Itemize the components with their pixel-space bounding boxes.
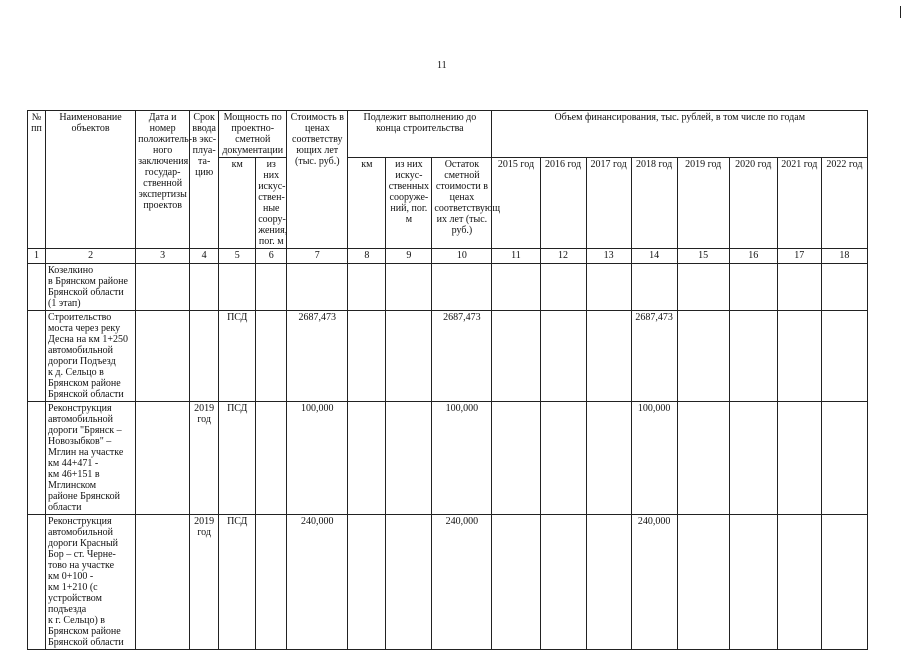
- column-index: 8: [348, 249, 386, 264]
- remaining-art-cell: [386, 311, 432, 402]
- remaining-art-cell: [386, 515, 432, 650]
- year-2022-cell: [821, 515, 867, 650]
- header-name: Наименование объектов: [46, 111, 136, 249]
- header-num: № пп: [28, 111, 46, 249]
- column-index: 3: [136, 249, 190, 264]
- year-2022-cell: [821, 264, 867, 311]
- year-2019-cell: [677, 515, 729, 650]
- table-body: [28, 264, 868, 650]
- term-cell: [190, 311, 219, 402]
- header-year: 2015 год: [492, 158, 540, 249]
- remaining-km-cell: [348, 402, 386, 515]
- year-2015-cell: [492, 515, 540, 650]
- remaining-km-cell: [348, 515, 386, 650]
- header-year: 2021 год: [777, 158, 821, 249]
- cost-cell: [287, 264, 348, 311]
- row-num: [28, 264, 46, 311]
- capacity-art-cell: [256, 402, 287, 515]
- column-index: 12: [540, 249, 586, 264]
- column-index: 5: [219, 249, 256, 264]
- year-2022-cell: [821, 311, 867, 402]
- row-num: [28, 402, 46, 515]
- year-2016-cell: [540, 402, 586, 515]
- column-index: 6: [256, 249, 287, 264]
- header-year: 2016 год: [540, 158, 586, 249]
- term-cell: 2019 год: [190, 515, 219, 650]
- cost-cell: 100,000: [287, 402, 348, 515]
- year-2017-cell: [586, 402, 631, 515]
- header-year: 2020 год: [729, 158, 777, 249]
- capacity-km-cell: ПСД: [219, 311, 256, 402]
- year-2019-cell: [677, 311, 729, 402]
- year-2022-cell: [821, 402, 867, 515]
- remaining-art-cell: [386, 264, 432, 311]
- column-index: 14: [631, 249, 677, 264]
- capacity-km-cell: [219, 264, 256, 311]
- header-remaining-cost: Остаток сметной стоимости в ценах соответствующ их лет (тыс. руб.): [432, 158, 492, 249]
- column-index: 11: [492, 249, 540, 264]
- year-2020-cell: [729, 264, 777, 311]
- expertise-cell: [136, 402, 190, 515]
- row-num: [28, 311, 46, 402]
- table-row: [28, 311, 868, 402]
- remaining-cost-cell: [432, 264, 492, 311]
- capacity-art-cell: [256, 515, 287, 650]
- construction-objects-table: [27, 110, 868, 650]
- year-2016-cell: [540, 311, 586, 402]
- column-index: 9: [386, 249, 432, 264]
- cost-cell: 240,000: [287, 515, 348, 650]
- term-cell: [190, 264, 219, 311]
- header-remaining-km: км: [348, 158, 386, 249]
- year-2018-cell: 240,000: [631, 515, 677, 650]
- object-name: Реконструкция автомобильной дороги Красный Бор – ст. Черне- тово на участке км 0+100 - км 1+210 (с устройством подъезда к г. Сельцо) в Брянском районе Брянской области: [46, 515, 136, 650]
- year-2018-cell: [631, 264, 677, 311]
- remaining-art-cell: [386, 402, 432, 515]
- year-2021-cell: [777, 264, 821, 311]
- year-2017-cell: [586, 264, 631, 311]
- remaining-cost-cell: 2687,473: [432, 311, 492, 402]
- year-2021-cell: [777, 311, 821, 402]
- header-remaining: Подлежит выполнению до конца строительства: [348, 111, 492, 158]
- column-index-row: [28, 249, 868, 264]
- year-2020-cell: [729, 402, 777, 515]
- table-row: [28, 402, 868, 515]
- scan-edge-mark: [900, 6, 901, 18]
- remaining-km-cell: [348, 311, 386, 402]
- year-2020-cell: [729, 311, 777, 402]
- header-term: Срок ввода в экс-плуа-та-цию: [190, 111, 219, 249]
- object-name: Строительство моста через реку Десна на км 1+250 автомобильной дороги Подъезд к д. Сельцо в Брянском районе Брянской области: [46, 311, 136, 402]
- column-index: 2: [46, 249, 136, 264]
- year-2021-cell: [777, 402, 821, 515]
- remaining-km-cell: [348, 264, 386, 311]
- header-year: 2018 год: [631, 158, 677, 249]
- year-2016-cell: [540, 264, 586, 311]
- header-capacity: Мощность по проектно-сметной документации: [219, 111, 287, 158]
- column-index: 7: [287, 249, 348, 264]
- year-2015-cell: [492, 402, 540, 515]
- header-cost: Стоимость в ценах соответству ющих лет (тыс. руб.): [287, 111, 348, 249]
- header-capacity-km: км: [219, 158, 256, 249]
- term-cell: 2019 год: [190, 402, 219, 515]
- header-expertise: Дата и номер положитель-ного заключения государ-ственной экспертизы проектов: [136, 111, 190, 249]
- expertise-cell: [136, 311, 190, 402]
- year-2020-cell: [729, 515, 777, 650]
- header-year: 2017 год: [586, 158, 631, 249]
- column-index: 15: [677, 249, 729, 264]
- table-row: [28, 264, 868, 311]
- column-index: 4: [190, 249, 219, 264]
- object-name: Реконструкция автомобильной дороги "Брянск – Новозыбков" – Мглин на участке км 44+471 - км 46+151 в Мглинском районе Брянской области: [46, 402, 136, 515]
- column-index: 18: [821, 249, 867, 264]
- cost-cell: 2687,473: [287, 311, 348, 402]
- year-2021-cell: [777, 515, 821, 650]
- object-name: Козелкино в Брянском районе Брянской области (1 этап): [46, 264, 136, 311]
- page-number: 11: [437, 60, 447, 71]
- capacity-art-cell: [256, 264, 287, 311]
- table-row: [28, 515, 868, 650]
- capacity-km-cell: ПСД: [219, 402, 256, 515]
- table-header: [28, 111, 868, 264]
- column-index: 1: [28, 249, 46, 264]
- column-index: 10: [432, 249, 492, 264]
- year-2019-cell: [677, 402, 729, 515]
- year-2018-cell: 100,000: [631, 402, 677, 515]
- header-year: 2022 год: [821, 158, 867, 249]
- year-2019-cell: [677, 264, 729, 311]
- year-2017-cell: [586, 515, 631, 650]
- expertise-cell: [136, 264, 190, 311]
- year-2015-cell: [492, 264, 540, 311]
- header-capacity-art: из них искус-ствен-ные соору-жения, пог. м: [256, 158, 287, 249]
- capacity-km-cell: ПСД: [219, 515, 256, 650]
- column-index: 13: [586, 249, 631, 264]
- header-remaining-art: из них искус-ственных сооруже-ний, пог. м: [386, 158, 432, 249]
- row-num: [28, 515, 46, 650]
- year-2018-cell: 2687,473: [631, 311, 677, 402]
- year-2017-cell: [586, 311, 631, 402]
- year-2016-cell: [540, 515, 586, 650]
- year-2015-cell: [492, 311, 540, 402]
- column-index: 16: [729, 249, 777, 264]
- header-year: 2019 год: [677, 158, 729, 249]
- remaining-cost-cell: 240,000: [432, 515, 492, 650]
- expertise-cell: [136, 515, 190, 650]
- remaining-cost-cell: 100,000: [432, 402, 492, 515]
- column-index: 17: [777, 249, 821, 264]
- capacity-art-cell: [256, 311, 287, 402]
- header-funding: Объем финансирования, тыс. рублей, в том числе по годам: [492, 111, 868, 158]
